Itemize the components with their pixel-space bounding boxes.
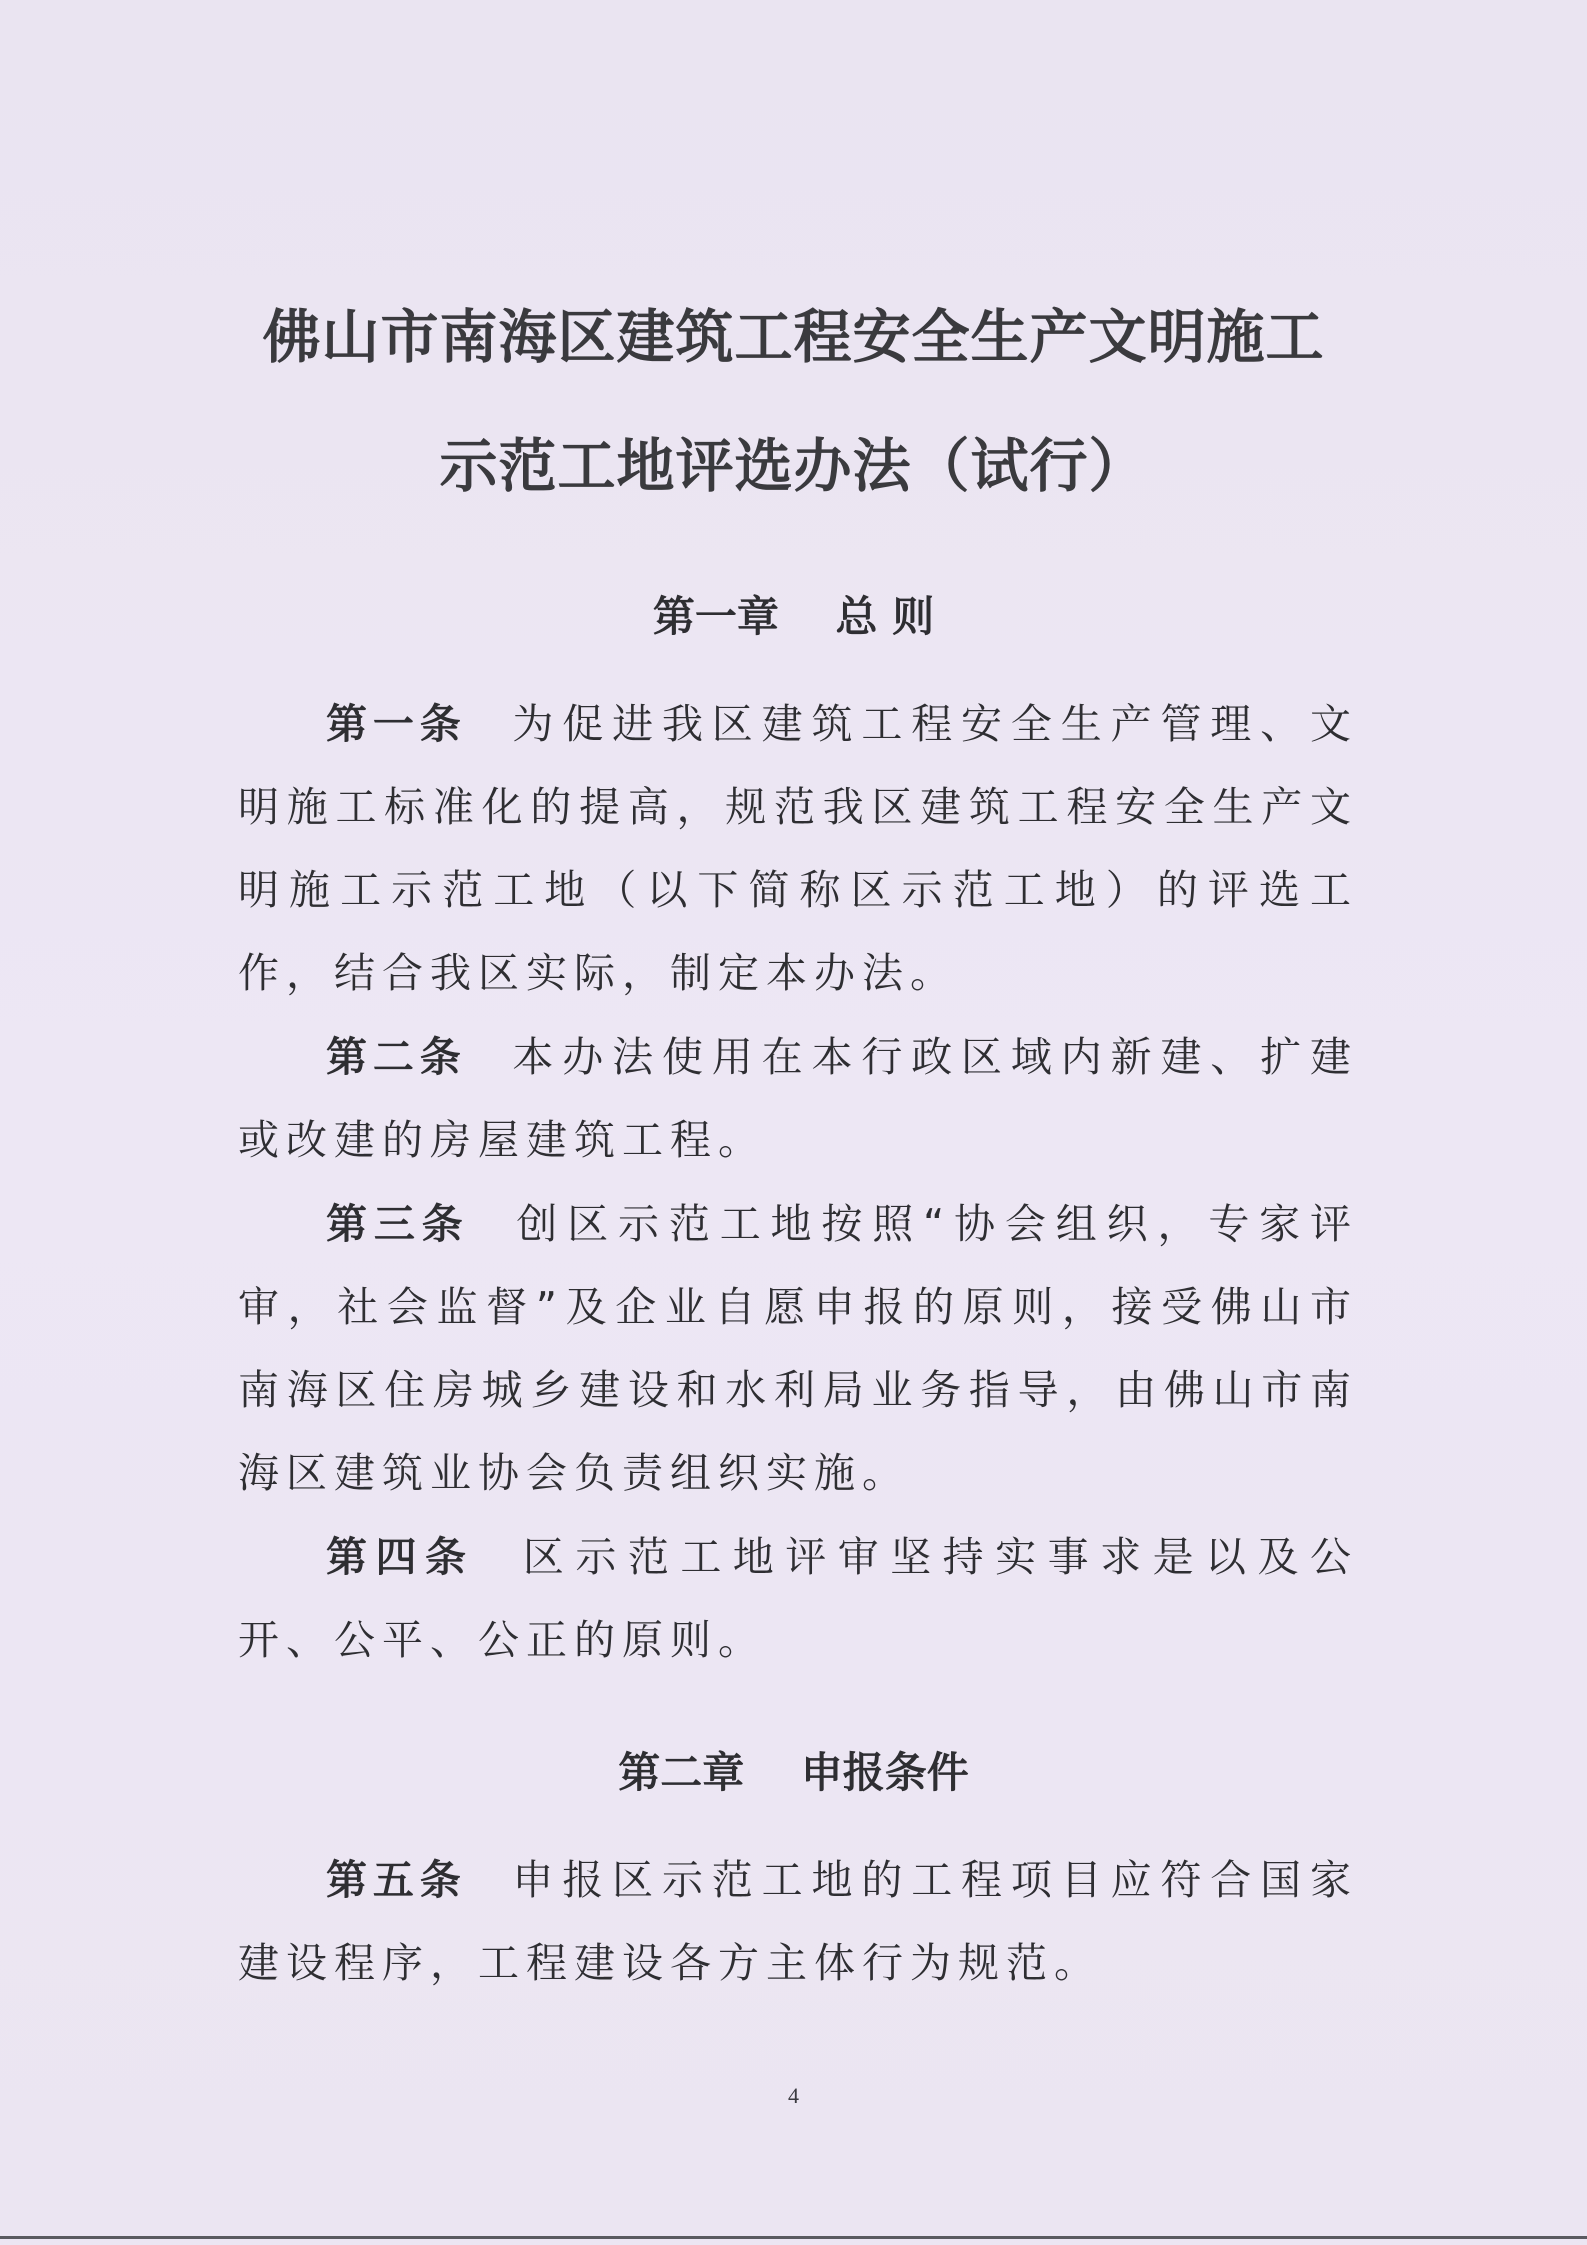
- document-title-line-2: 示范工地评选办法（试行）: [439, 432, 1148, 500]
- article-label: 第二条: [326, 1033, 467, 1081]
- article-label: 第一条: [326, 700, 467, 748]
- document-title-line-1: 佛山市南海区建筑工程安全生产文明施工: [262, 303, 1325, 371]
- article-label: 第三条: [326, 1200, 470, 1248]
- article-4: [238, 1516, 1358, 1682]
- article-2: [238, 1016, 1358, 1182]
- scan-bottom-edge: [0, 2236, 1587, 2239]
- article-text: 本办法使用在本行政区域内新建、扩建或改建的房屋建筑工程。: [238, 1033, 1359, 1164]
- article-label: 第四条: [326, 1533, 475, 1581]
- article-text: 创区示范工地按照“协会组织，专家评审，社会监督”及企业自愿申报的原则，接受佛山市南海区住房城乡建设和水利局业务指导，由佛山市南海区建筑业协会负责组织实施。: [238, 1200, 1358, 1497]
- chapter-heading-2: 第二章 申报条件: [618, 1748, 969, 1797]
- article-3: [238, 1183, 1358, 1515]
- article-text: 申报区示范工地的工程项目应符合国家建设程序，工程建设各方主体行为规范。: [238, 1856, 1359, 1987]
- page-number: 4: [788, 2083, 799, 2108]
- article-5: [238, 1839, 1358, 2005]
- article-1: [238, 683, 1358, 1015]
- article-label: 第五条: [326, 1856, 467, 1904]
- article-text: 区示范工地评审坚持实事求是以及公开、公平、公正的原则。: [238, 1533, 1358, 1664]
- article-text: 为促进我区建筑工程安全生产管理、文明施工标准化的提高，规范我区建筑工程安全生产文明施工示范工地（以下简称区示范工地）的评选工作，结合我区实际，制定本办法。: [238, 700, 1359, 997]
- chapter-heading-1: 第一章 总 则: [652, 592, 935, 641]
